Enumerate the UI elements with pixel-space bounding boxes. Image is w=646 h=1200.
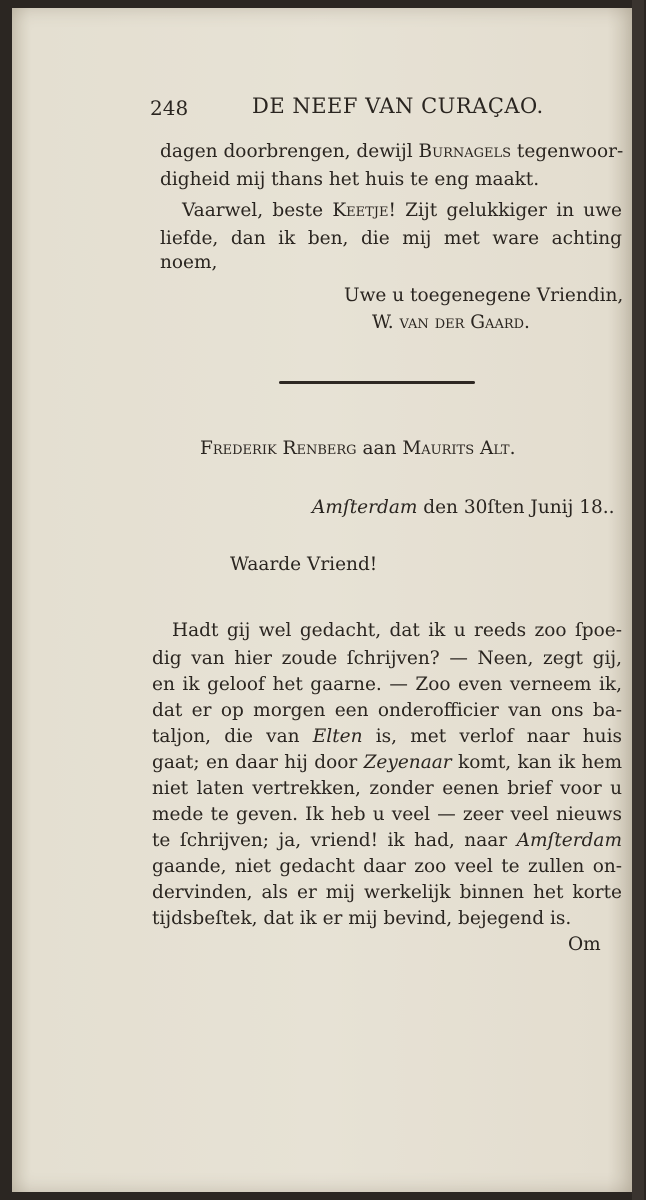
justified-line: Vaarwel, beste Keetje! Zijt gelukkiger in uwe [182, 200, 622, 221]
justified-line: gaat; en daar hij door Zeyenaar komt, kan ik hem [152, 752, 622, 773]
place-amsterdam-2: Amſterdam [516, 830, 622, 851]
body-line-2: dig van hier zoude ſchrijven? — Neen, zegt gij, [152, 648, 622, 669]
running-title: DE NEEF VAN CURAÇAO. [252, 94, 544, 118]
dateline: Amſterdam den 30ſten Junij 18.. [312, 497, 615, 518]
letter-end-line-5: noem, [160, 252, 218, 273]
place-elten: Elten [312, 726, 363, 747]
letter-end-line-1 [160, 139, 622, 164]
body-line-12: tijdsbeſtek, dat ik er mij bevind, bejegend is. [152, 908, 572, 929]
salutation: Waarde Vriend! [230, 554, 378, 575]
body-line-6 [152, 750, 622, 775]
catchword: Om [568, 934, 601, 955]
signature: W. van der Gaard. [372, 312, 530, 333]
letter-end-line-3 [182, 198, 622, 223]
body-line-8: mede te geven. Ik heb u veel — zeer veel nieuws [152, 804, 622, 825]
closing-line: Uwe u toegenegene Vriendin, [344, 285, 624, 306]
letter-end-line-4: liefde, dan ik ben, die mij met ware achting [160, 228, 622, 249]
body-line-10: gaande, niet gedacht daar zoo veel te zullen on- [152, 856, 622, 877]
body-line-9 [152, 828, 622, 853]
body-line-5 [152, 724, 622, 749]
book-page [12, 8, 632, 1192]
letter-heading: Frederik Renberg aan Maurits Alt. [200, 438, 516, 459]
body-line-4: dat er op morgen een onderofficier van ons ba- [152, 700, 622, 721]
place-amsterdam: Amſterdam [312, 497, 418, 518]
justified-line: taljon, die van Elten is, met verlof naar huis [152, 726, 622, 747]
body-line-3: en ik geloof het gaarne. — Zoo even verneem ik, [152, 674, 622, 695]
running-head [150, 94, 570, 124]
justified-line: dagen doorbrengen, dewijl Burnagels tegenwoor- [160, 141, 624, 162]
justified-line: te ſchrijven; ja, vriend! ik had, naar Amſterdam [152, 830, 622, 851]
place-zevenaar: Zeyenaar [363, 752, 452, 773]
body-line-1: Hadt gij wel gedacht, dat ik u reeds zoo ſpoe- [172, 620, 622, 641]
letter-end-line-2: digheid mij thans het huis te eng maakt. [160, 169, 540, 190]
page-edge-strip [632, 0, 644, 1200]
body-line-11: dervinden, als er mij werkelijk binnen het korte [152, 882, 622, 903]
section-divider [279, 381, 475, 384]
name-keetje: Keetje [332, 200, 389, 221]
page-number: 248 [150, 96, 189, 120]
body-line-7: niet laten vertrekken, zonder eenen brief voor u [152, 778, 622, 799]
name-burnagels: Burnagels [418, 141, 512, 162]
